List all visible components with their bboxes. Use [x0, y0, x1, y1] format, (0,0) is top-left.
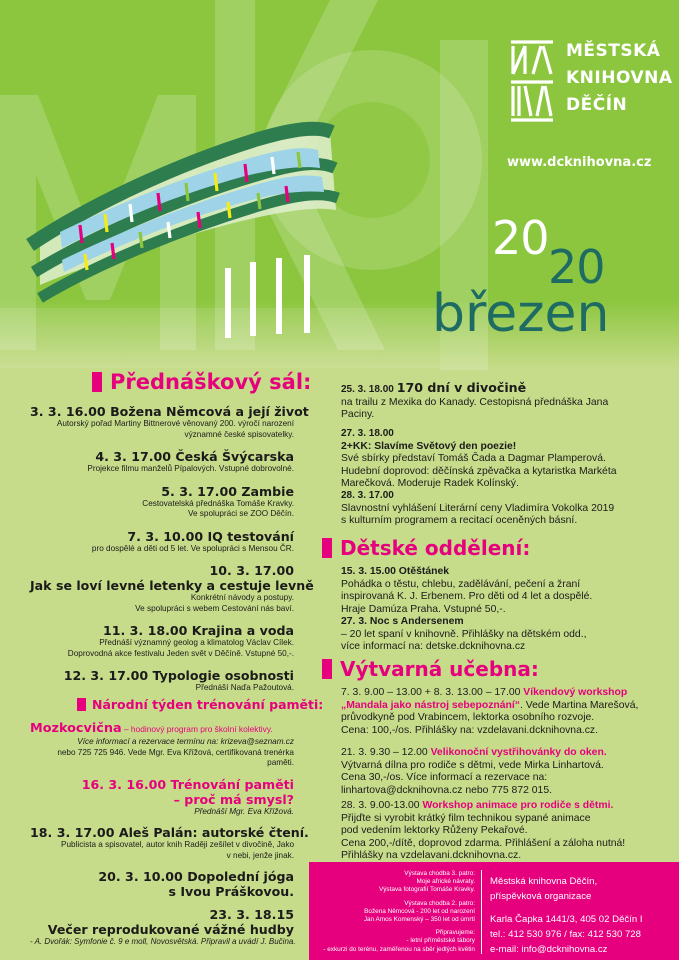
heading-marker — [322, 538, 332, 558]
event-title: – proč má smysl? — [173, 791, 294, 807]
event-line: Přednáší Mgr. Eva Křížová. — [194, 806, 294, 816]
event-date: 21. 3. 9.30 – 12.00 — [341, 747, 431, 758]
event-line: s kulturním programem a recitací oceněných básní. — [341, 515, 578, 527]
event-line: Pohádka o těstu, chlebu, zadělávání, pečení a žraní — [341, 578, 581, 590]
event-line: Konkrétní návody a postupy. — [190, 593, 294, 602]
contact-phone: tel.: 412 530 976 / fax: 412 530 728 — [490, 929, 641, 940]
exhibition-line: Výstava fotografií Tomáše Kravky. — [378, 886, 475, 894]
event-title: 3. 3. 16.00 Božena Němcová a její život — [30, 404, 309, 419]
event-title: 27. 3. Noc s Andersenem — [341, 616, 464, 627]
event-line: průvodkyně pod Vrabincem, lektorka osobního rozvoje. — [341, 712, 595, 724]
library-logo-icon — [507, 38, 557, 122]
memory-week-heading: Národní týden trénování paměti: — [77, 697, 323, 712]
event-line: Přednáší významný geolog a klimatolog Václav Cílek. — [99, 638, 294, 647]
event-line: více informací na: detske.dcknihovna.cz — [341, 641, 526, 653]
event-title: 2+KK: Slavíme Světový den poezie! — [341, 440, 517, 452]
lecture-hall-heading: Přednáškový sál: — [92, 370, 311, 394]
event-title: Večer reprodukované vážné hudby — [47, 922, 294, 937]
library-name-line-3: DĚČÍN — [566, 95, 628, 115]
children-event — [341, 566, 671, 616]
event-line: Hraje Damúza Praha. Vstupné 50,-. — [341, 603, 506, 615]
event-line: Své sbírky představí Tomáš Čada a Dagmar Plamperová. — [341, 453, 606, 465]
exhibition-line: Božena Němcová - 200 let od narození — [364, 907, 475, 915]
children-heading: Dětské oddělení: — [322, 536, 530, 560]
event-item — [30, 529, 294, 555]
event-line: Přihlášky na vzdelavani.dcknihovna.cz. — [341, 850, 522, 862]
contact-email[interactable]: e-mail: info@dcknihovna.cz — [490, 944, 608, 955]
library-name-line-1: MĚSTSKÁ — [566, 41, 661, 61]
event-item — [30, 484, 294, 520]
exhibitions-info — [309, 870, 475, 954]
event-line: – 20 let spaní v knihovně. Přihlášky na dětském odd., — [341, 628, 587, 640]
event-title: 23. 3. 18.15 — [209, 907, 294, 922]
event-line: Přednáší Naďa Pažoutová. — [195, 683, 294, 692]
art-room-event — [341, 800, 671, 863]
event-title: Jak se loví levné letenky a cestuje levně — [30, 578, 314, 593]
event-line: Ve spolupráci se ZOO Děčín. — [187, 509, 294, 518]
exhibition-line: Připravujeme: — [435, 929, 475, 937]
exhibition-line: Výstava chodba 3. patro: — [404, 870, 475, 877]
right-lecture-item — [341, 490, 671, 528]
event-item — [30, 869, 294, 899]
right-lecture-item — [341, 382, 671, 422]
event-line: linhartova@dcknihovna.cz nebo 775 872 015. — [341, 784, 553, 796]
event-line: významné české spisovatelky. — [184, 429, 294, 439]
event-line: inspirovaná K. J. Erbenem. Pro děti od 4 let a dospělé. — [341, 591, 593, 603]
event-line: pro dospělé a děti od 5 let. Ve spolupráci s Mensou ČR. — [91, 543, 294, 553]
event-title: 12. 3. 17.00 Typologie osobnosti — [63, 668, 294, 683]
event-line: Marečková. Moderuje Radek Kolínský. — [341, 478, 519, 490]
event-date: 28. 3. 17.00 — [341, 490, 394, 501]
right-lecture-item — [341, 428, 671, 491]
exhibition-line: - letní příměstské tábory — [406, 937, 475, 945]
event-item — [30, 907, 294, 948]
event-item — [30, 404, 309, 440]
event-line: Doprovodná akce festivalu Jeden svět v Děčíně. Vstupné 50,-. — [67, 648, 294, 658]
event-line: - A. Dvořák: Symfonie č. 9 e moll, Novosvětská. Připravil a uvádí J. Bučina. — [30, 937, 296, 946]
event-item — [30, 623, 294, 659]
event-title: 18. 3. 17.00 Aleš Palán: autorské čtení. — [30, 825, 309, 840]
event-line: Slavnostní vyhlášení Literární ceny Vladimíra Vokolka 2019 — [341, 502, 615, 514]
event-date: 27. 3. 18.00 — [341, 428, 394, 439]
event-line: Autorský pořad Martiny Bittnerové věnovaný 200. výročí narození — [56, 419, 294, 428]
event-item — [30, 825, 309, 861]
event-line: na trailu z Mexika do Kanady. Cestopisná přednáška Jana — [341, 396, 609, 408]
library-name — [566, 38, 676, 119]
mozkocvicna-text: – hodinový program pro školní kolektivy. — [121, 724, 273, 734]
children-event — [341, 616, 671, 654]
year-top: 20 — [492, 211, 549, 265]
event-line: Přijďte si vyrobit krátký film technikou sypané animace — [341, 812, 591, 824]
contact-address: Karla Čapka 1441/3, 405 02 Děčín I — [490, 914, 643, 925]
contact-type: příspěvková organizace — [490, 891, 592, 902]
memory-week-events — [30, 719, 309, 956]
mozkocvicna-item — [30, 719, 294, 769]
event-title: 7. 3. 10.00 IQ testování — [127, 528, 294, 544]
contact-info — [490, 874, 675, 957]
event-line: nebo 725 725 946. Vede Mgr. Eva Křížová, certifikovaná trenérka — [57, 747, 294, 757]
event-title: 20. 3. 10.00 Dopolední jóga — [98, 869, 294, 884]
event-line: Výtvarná dílna pro rodiče s dětmi, vede Mirka Linhartová. — [341, 759, 604, 771]
event-line: Cena: 100,-/os. Přihlášky na: vzdelavani.dcknihovna.cz. — [341, 724, 599, 736]
event-line: v nebi, jenže jinak. — [226, 850, 294, 860]
contact-name: Městská knihovna Děčín, — [490, 876, 598, 887]
event-date: 7. 3. 9.00 – 13.00 + 8. 3. 13.00 – 17.00 — [341, 687, 524, 698]
exhibition-line: Výstava chodba 2. patro: — [404, 899, 475, 907]
event-line: Více informací a rezervace termínu na: krizeva@seznam.cz — [77, 737, 294, 746]
heading-marker — [77, 698, 86, 711]
event-line: Cestovatelská přednáška Tomáše Kravky. — [142, 498, 294, 508]
library-name-line-2: KNIHOVNA — [566, 68, 673, 88]
art-room-event — [341, 747, 671, 797]
heading-marker — [92, 372, 102, 392]
exhibition-line: Jan Amos Komenský – 350 let od úmrtí — [363, 916, 475, 924]
event-line: Projekce filmu manželů Pípalových. Vstupné dobrovolné. — [87, 464, 294, 473]
event-item — [30, 777, 294, 818]
event-line: paměti. — [267, 758, 294, 767]
mozkocvicna-title: Mozkocvična — [30, 721, 122, 736]
event-date: 28. 3. 9.00-13.00 — [341, 800, 423, 811]
exhibition-line: Moje africké návraty. — [416, 878, 475, 886]
event-title: Velikonoční vystřihovánky do oken. — [430, 747, 607, 758]
footer-divider — [481, 870, 482, 954]
event-title: 10. 3. 17.00 — [209, 563, 294, 578]
website-link[interactable]: www.dcknihovna.cz — [507, 155, 652, 170]
event-title: s Ivou Práškovou. — [168, 884, 294, 899]
year-bottom: 20 — [548, 240, 605, 294]
event-title: 11. 3. 18.00 Krajina a voda — [102, 623, 294, 638]
event-line: Cena 200,-/dítě, doprovod zdarma. Přihlášení a záloha nutná! — [341, 837, 626, 849]
event-line: Ve spolupráci s webem Cestování nás baví. — [135, 603, 294, 613]
event-line: . Vede Martina Marešová, — [520, 699, 639, 711]
event-line: Paciny. — [341, 409, 375, 421]
event-item — [30, 563, 314, 614]
heading-marker — [322, 659, 332, 679]
event-title: 5. 3. 17.00 Zambie — [161, 483, 294, 499]
exhibition-line: - exkurzi do terénu, zaměřenou na sběr jedlých květin — [323, 945, 475, 953]
event-title: „Mandala jako nástroj sebepoznání“ — [341, 699, 520, 711]
event-line: pod vedením lektorky Růženy Pekařové. — [341, 825, 528, 837]
event-line: Hudební doprovod: děčínská zpěvačka a kytaristka Markéta — [341, 465, 617, 477]
art-room-event — [341, 687, 671, 737]
event-item — [30, 449, 294, 475]
month-title: březen — [432, 284, 610, 344]
footer-box — [309, 862, 679, 960]
event-title: 16. 3. 16.00 Trénování paměti — [81, 776, 294, 792]
event-title: 4. 3. 17.00 Česká Švýcarska — [95, 449, 294, 464]
event-title: Workshop animace pro rodiče s dětmi. — [422, 800, 614, 811]
event-date: 25. 3. 18.00 — [341, 384, 394, 395]
event-item — [30, 668, 294, 694]
art-room-heading: Výtvarná učebna: — [322, 657, 539, 681]
lecture-hall-events — [30, 404, 314, 703]
event-line: Cena 30,-/os. Více informací a rezervace na: — [341, 772, 548, 784]
event-title: 15. 3. 15.00 Otěštánek — [341, 566, 450, 577]
event-title: Víkendový workshop — [523, 687, 628, 698]
event-line: Publicista a spisovatel, autor knih Raději zešílet v divočině, Jako — [60, 840, 294, 849]
event-title: 170 dní v divočině — [396, 380, 527, 395]
